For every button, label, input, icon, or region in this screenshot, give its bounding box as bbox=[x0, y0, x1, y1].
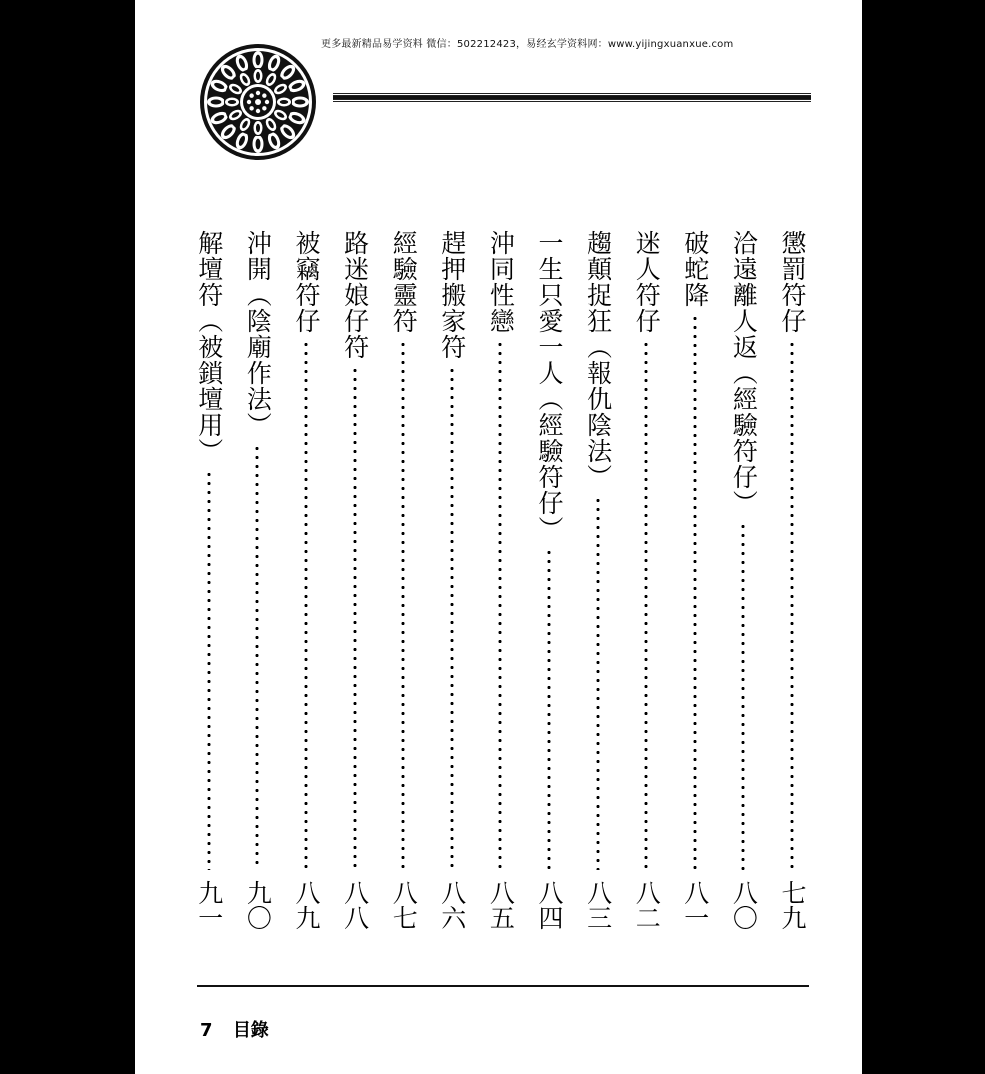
toc-entry-title: 沖開（陰廟作法） bbox=[243, 230, 273, 438]
toc-entry-title: 趨顛捉狂（報仇陰法） bbox=[583, 230, 613, 490]
toc-leader-dots bbox=[255, 444, 259, 870]
toc-leader-dots bbox=[401, 340, 405, 870]
toc-leader-dots bbox=[304, 340, 308, 870]
toc-entry-title: 洽遠離人返（經驗符仔） bbox=[729, 230, 759, 516]
toc-page-number: 七九 bbox=[778, 880, 807, 930]
page-number: 7 bbox=[200, 1020, 213, 1041]
toc-page-number: 九一 bbox=[194, 880, 224, 930]
toc-entry bbox=[778, 230, 806, 930]
toc-entry-title: 一生只愛一人（經驗符仔） bbox=[535, 230, 564, 542]
toc-entry-title: 破蛇降 bbox=[680, 230, 710, 308]
toc-page-number: 九〇 bbox=[243, 880, 273, 930]
toc-entry bbox=[341, 230, 369, 930]
toc-entry bbox=[535, 230, 563, 930]
page-footer bbox=[200, 1016, 283, 1042]
toc-leader-dots bbox=[353, 366, 357, 870]
toc-page-number: 八五 bbox=[486, 880, 516, 930]
toc-entry bbox=[389, 230, 417, 930]
toc-entry bbox=[243, 230, 271, 930]
toc-page-number: 八九 bbox=[292, 880, 321, 930]
toc-entry-title: 沖同性戀 bbox=[486, 230, 516, 334]
toc-leader-dots bbox=[207, 470, 211, 870]
toc-leader-dots bbox=[498, 340, 502, 870]
toc-page-number: 八一 bbox=[680, 880, 710, 930]
toc-leader-dots bbox=[644, 340, 648, 870]
toc-entry bbox=[584, 230, 612, 930]
toc-leader-dots bbox=[547, 548, 551, 870]
toc-entry bbox=[729, 230, 757, 930]
toc-page-number: 八六 bbox=[437, 880, 467, 930]
toc-page-number: 八七 bbox=[389, 880, 419, 930]
toc-entry bbox=[438, 230, 466, 930]
toc-entry bbox=[632, 230, 660, 930]
toc-page-number: 八三 bbox=[583, 880, 613, 930]
toc-entry-title: 被竊符仔 bbox=[292, 230, 321, 334]
toc-entry bbox=[486, 230, 514, 930]
table-of-contents bbox=[135, 0, 862, 1074]
toc-leader-dots bbox=[450, 366, 454, 870]
toc-entry bbox=[195, 230, 223, 930]
toc-entry-title: 路迷娘仔符 bbox=[340, 230, 370, 360]
toc-page-number: 八二 bbox=[632, 880, 662, 930]
section-title: 目錄 bbox=[232, 1020, 269, 1041]
toc-leader-dots bbox=[693, 314, 697, 870]
toc-leader-dots bbox=[596, 496, 600, 870]
toc-leader-dots bbox=[741, 522, 745, 870]
toc-entry-title: 解壇符（被鎖壇用） bbox=[194, 230, 224, 464]
footer-rule bbox=[197, 985, 809, 987]
toc-page-number: 八〇 bbox=[729, 880, 759, 930]
toc-entry-title: 迷人符仔 bbox=[632, 230, 662, 334]
toc-page-number: 八四 bbox=[535, 880, 564, 930]
toc-entry bbox=[681, 230, 709, 930]
toc-leader-dots bbox=[790, 340, 794, 870]
toc-page-number: 八八 bbox=[340, 880, 370, 930]
toc-entry-title: 懲罰符仔 bbox=[778, 230, 807, 334]
watermark-text: 更多最新精品易学资料 微信：502212423，易经玄学资料网：www.yijingxuanxue.com bbox=[321, 39, 734, 50]
book-page bbox=[135, 0, 862, 1074]
toc-entry-title: 經驗靈符 bbox=[389, 230, 419, 334]
toc-entry-title: 趕押搬家符 bbox=[437, 230, 467, 360]
toc-entry bbox=[292, 230, 320, 930]
